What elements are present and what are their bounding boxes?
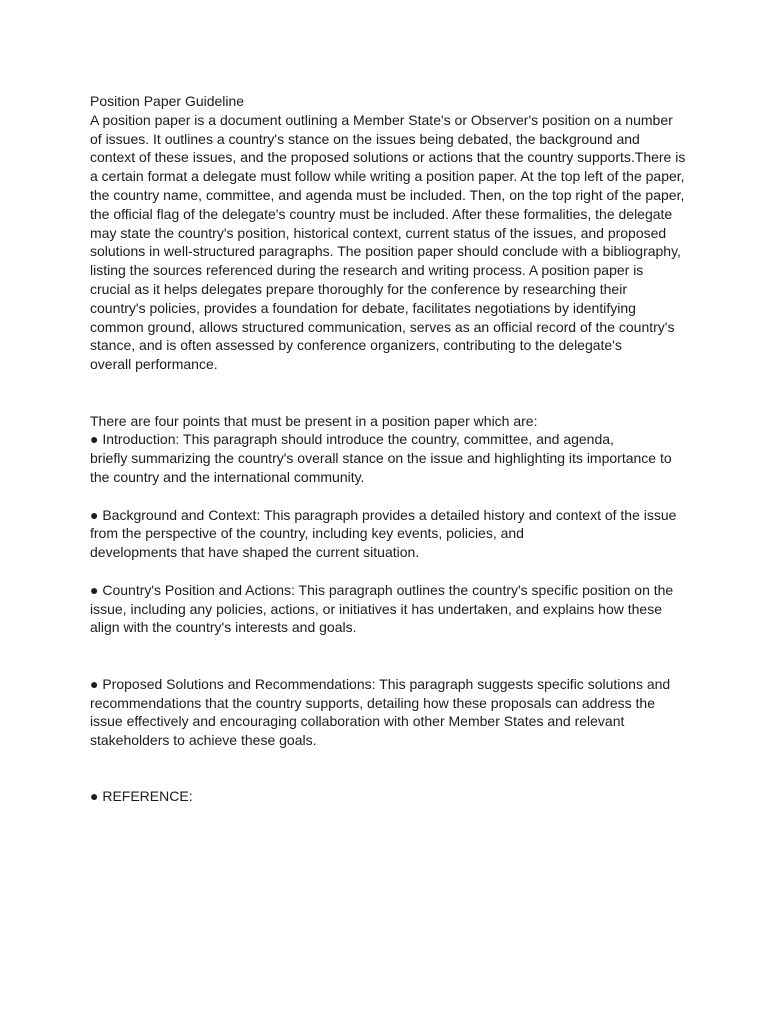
intro-line: common ground, allows structured communication, serves as an official record of the country's [90,318,675,335]
intro-line: crucial as it helps delegates prepare thoroughly for the conference by researching their [90,280,627,297]
spacer [90,487,690,506]
spacer [90,750,690,788]
point-line: briefly summarizing the country's overall stance on the issue and highlighting its importance to [90,450,672,467]
intro-line: overall performance. [90,356,218,373]
point-line: ● Country's Position and Actions: This paragraph outlines the country's specific position on the [90,581,674,598]
intro-line: listing the sources referenced during the research and writing process. A position paper is [90,262,644,279]
intro-paragraph [90,111,690,374]
intro-line: may state the country's position, historical context, current status of the issues, and proposed [90,224,667,241]
document-page [90,92,690,806]
point-line: the country and the international community. [90,468,365,485]
point-line: issue, including any policies, actions, or initiatives it has undertaken, and explains how these [90,600,662,617]
intro-line: the country name, committee, and agenda must be included. Then, on the top right of the paper, [90,186,685,203]
points-heading: There are four points that must be present in a position paper which are: [90,412,538,429]
point-line: from the perspective of the country, including key events, policies, and [90,525,524,542]
intro-line: solutions in well-structured paragraphs. The position paper should conclude with a bibliography, [90,243,681,260]
point-solutions [90,675,690,750]
point-line: stakeholders to achieve these goals. [90,732,317,749]
intro-line: A position paper is a document outlining a Member State's or Observer's position on a number [90,111,673,128]
spacer [90,374,690,412]
reference-heading: ● REFERENCE: [90,788,193,805]
point-position [90,581,690,637]
spacer [90,637,690,675]
intro-line: country's policies, provides a foundation for debate, facilitates negotiations by identifying [90,299,636,316]
intro-line: context of these issues, and the proposed solutions or actions that the country supports.There is [90,149,686,166]
point-line: developments that have shaped the current situation. [90,544,420,561]
point-line: ● Background and Context: This paragraph provides a detailed history and context of the issue [90,506,677,523]
point-line: align with the country's interests and goals. [90,619,357,636]
point-introduction [90,430,690,486]
point-line: ● Proposed Solutions and Recommendations: This paragraph suggests specific solutions and [90,675,671,692]
point-background [90,506,690,562]
point-line: ● Introduction: This paragraph should introduce the country, committee, and agenda, [90,431,614,448]
point-line: recommendations that the country supports, detailing how these proposals can address the [90,694,655,711]
spacer [90,562,690,581]
intro-line: stance, and is often assessed by conference organizers, contributing to the delegate's [90,337,622,354]
document-title: Position Paper Guideline [90,93,245,109]
intro-line: the official flag of the delegate's country must be included. After these formalities, the delegate [90,205,673,222]
intro-line: a certain format a delegate must follow while writing a position paper. At the top left of the paper, [90,168,685,185]
point-line: issue effectively and encouraging collaboration with other Member States and relevant [90,713,625,730]
intro-line: of issues. It outlines a country's stance on the issues being debated, the background and [90,130,640,147]
